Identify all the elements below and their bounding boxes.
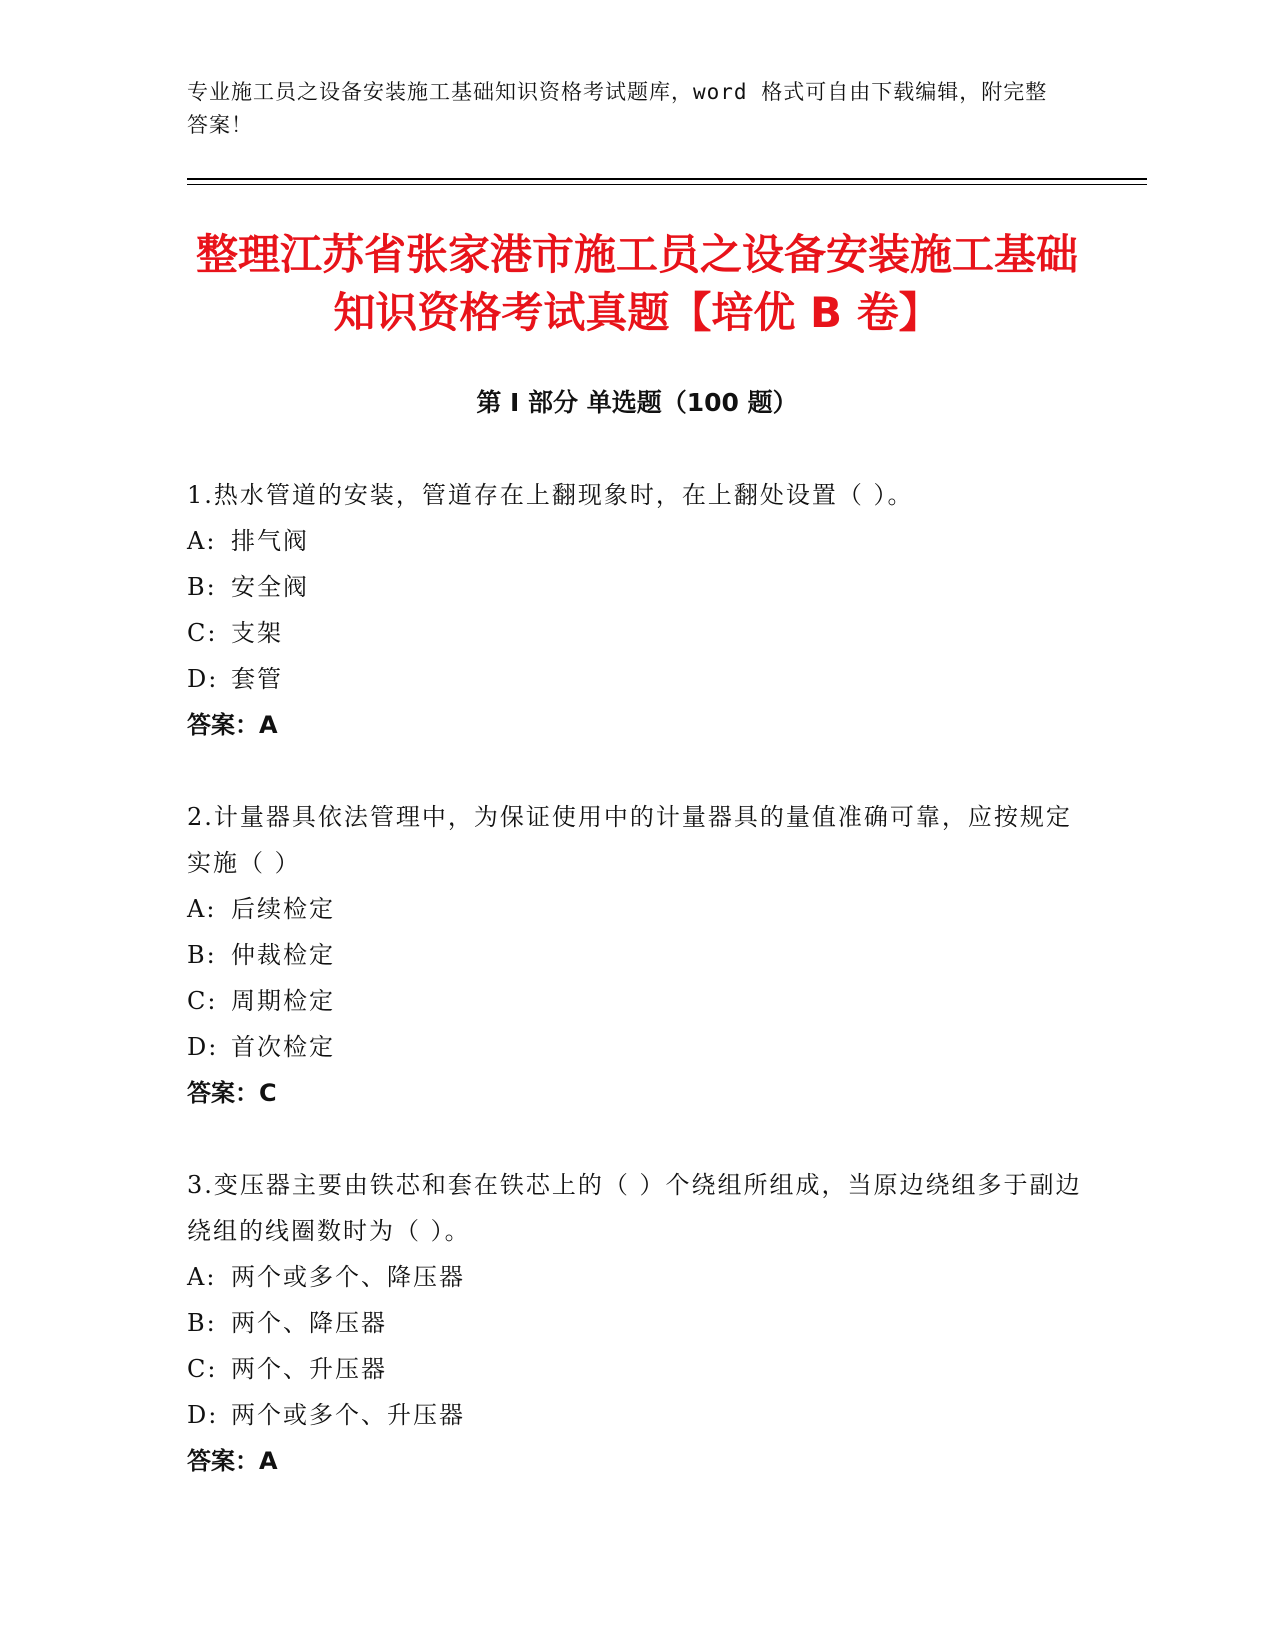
- option-d: [187, 656, 1087, 702]
- option-a: [187, 518, 1087, 564]
- option-d: [187, 1392, 1087, 1438]
- option-text: 套管: [231, 665, 283, 693]
- option-letter: B:: [187, 1309, 217, 1337]
- document-title: 整理江苏省张家港市施工员之设备安装施工基础知识资格考试真题【培优 B 卷】: [195, 230, 1078, 337]
- option-c: [187, 610, 1087, 656]
- option-letter: C:: [187, 619, 218, 647]
- answer-line: 答案：A: [187, 711, 278, 739]
- option-text: 支架: [231, 619, 283, 647]
- question-stem: 3.变压器主要由铁芯和套在铁芯上的（ ）个绕组所组成，当原边绕组多于副边绕组的线圈数时为（ ）。: [187, 1171, 1082, 1245]
- answer-line: 答案：C: [187, 1079, 277, 1107]
- option-letter: A:: [187, 527, 217, 555]
- option-d: [187, 1024, 1087, 1070]
- option-letter: A:: [187, 895, 217, 923]
- section-title: 第 I 部分 单选题（100 题）: [476, 388, 798, 417]
- header-rule-thick: [187, 178, 1147, 180]
- option-b: [187, 1300, 1087, 1346]
- option-text: 仲裁检定: [231, 941, 335, 969]
- option-letter: D:: [187, 1401, 219, 1429]
- option-letter: C:: [187, 1355, 218, 1383]
- option-letter: B:: [187, 941, 217, 969]
- header-note: 专业施工员之设备安装施工基础知识资格考试题库，word 格式可自由下载编辑，附完整答案！: [187, 80, 1048, 137]
- option-letter: D:: [187, 665, 219, 693]
- question-stem: 2.计量器具依法管理中，为保证使用中的计量器具的量值准确可靠，应按规定实施（ ）: [187, 803, 1072, 877]
- option-letter: B:: [187, 573, 217, 601]
- option-text: 首次检定: [231, 1033, 335, 1061]
- option-letter: A:: [187, 1263, 217, 1291]
- answer-line: 答案：A: [187, 1447, 278, 1475]
- header-rule-thin: [187, 184, 1147, 185]
- option-a: [187, 1254, 1087, 1300]
- option-text: 安全阀: [231, 573, 309, 601]
- option-text: 两个、升压器: [231, 1355, 387, 1383]
- option-text: 排气阀: [231, 527, 309, 555]
- question-1: [187, 472, 1087, 748]
- option-c: [187, 1346, 1087, 1392]
- option-text: 两个、降压器: [231, 1309, 387, 1337]
- question-2: [187, 794, 1087, 1116]
- question-list: [187, 472, 1087, 1530]
- option-text: 两个或多个、升压器: [231, 1401, 465, 1429]
- option-text: 后续检定: [231, 895, 335, 923]
- option-c: [187, 978, 1087, 1024]
- option-letter: C:: [187, 987, 218, 1015]
- question-3: [187, 1162, 1087, 1484]
- option-b: [187, 932, 1087, 978]
- option-letter: D:: [187, 1033, 219, 1061]
- option-text: 周期检定: [231, 987, 335, 1015]
- option-b: [187, 564, 1087, 610]
- question-stem: 1.热水管道的安装，管道存在上翻现象时，在上翻处设置（ ）。: [187, 481, 914, 509]
- option-text: 两个或多个、降压器: [231, 1263, 465, 1291]
- option-a: [187, 886, 1087, 932]
